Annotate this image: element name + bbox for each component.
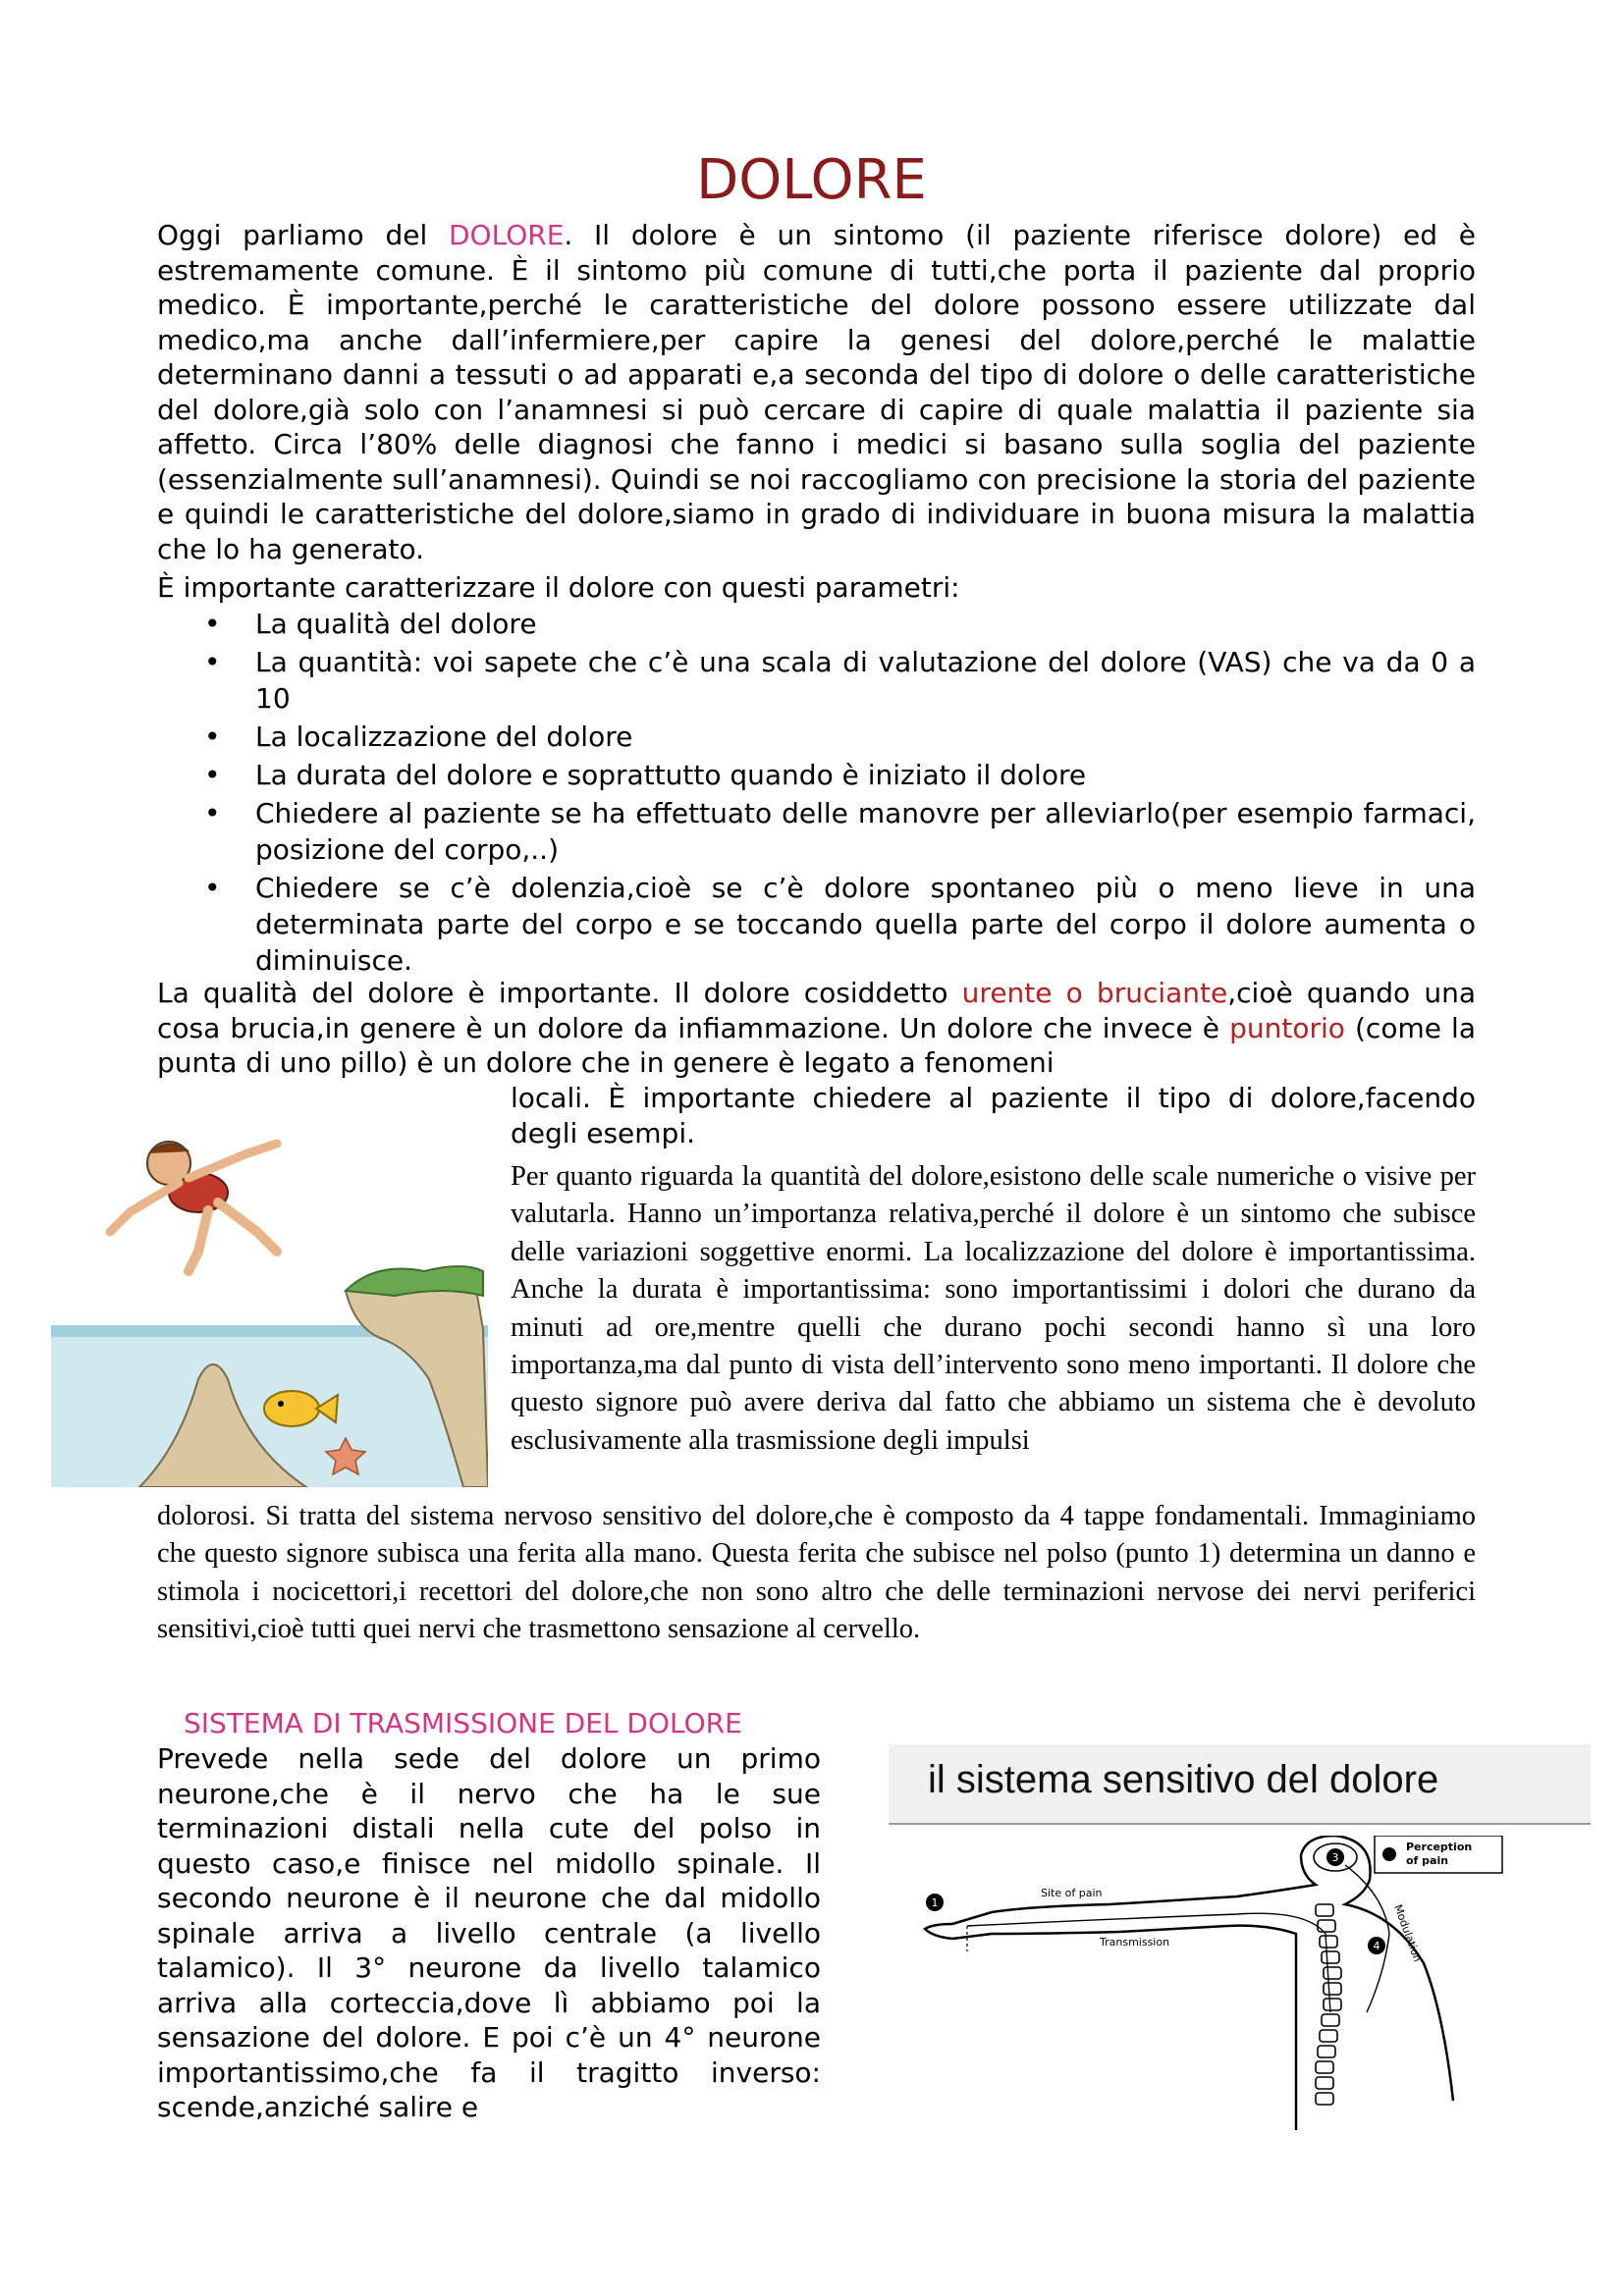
intro-keyword: DOLORE [449, 219, 565, 251]
list-item-text: La qualità del dolore [255, 608, 537, 640]
marker-4: 4 [1373, 1940, 1380, 1952]
quality-text-1: La qualità del dolore è importante. Il dolore cosiddetto [157, 977, 962, 1009]
quality-paragraph-cont: locali. È importante chiedere al paziente il tipo di dolore,facendo degli esempi. [511, 1082, 1476, 1149]
quantity-paragraph: Per quanto riguarda la quantità del dolore,esistono delle scale numeriche o visive per valutarla. Hanno un’importanza relativa,perché il dolore è un sintomo che subisce delle variazioni soggettive enormi. La localizzazione del dolore è importantissima. Anche la durata è importantissima: sono importantissimi i dolori che durano da minuti ad ore,mentre quelli che durano pochi secondi hanno sì una loro importanza,ma dal punto di vista dell’intervento sono meno importanti. Il dolore che questo signore può avere deriva dal fatto che abbiamo un sistema che è devoluto esclusivamente alla trasmissione degli impulsi [511, 1161, 1476, 1456]
pain-pathway-diagram [913, 1836, 1532, 2130]
bullet-icon: • [204, 759, 221, 791]
quality-text-3: (come la punta di uno pillo) è un dolore che in genere è legato a fenomeni [157, 1011, 1476, 1079]
diagram-title-box [889, 1744, 1591, 1825]
intro-lead: Oggi parliamo del [157, 219, 449, 251]
diver-illustration [51, 1124, 488, 1487]
quality-text-2: ,cioè quando una cosa brucia,in genere è un dolore da infiammazione. Un dolore che invece è [157, 977, 1476, 1044]
quality-paragraph [157, 976, 1476, 1081]
bullet-icon: • [204, 721, 221, 753]
list-item-text: La durata del dolore e soprattutto quando è iniziato il dolore [255, 759, 1087, 791]
quality-term-urente: urente o bruciante [961, 977, 1228, 1009]
list-item-text: Chiedere al paziente se ha effettuato delle manovre per alleviarlo(per esempio farmaci, posizione del corpo,..) [255, 797, 1476, 866]
params-list [157, 606, 1476, 981]
list-item [157, 606, 1476, 642]
marker-3: 3 [1331, 1851, 1339, 1864]
params-lead: È importante caratterizzare il dolore con questi parametri: [157, 571, 960, 604]
list-item [157, 719, 1476, 755]
page-title: DOLORE [696, 148, 927, 212]
section-title: SISTEMA DI TRASMISSIONE DEL DOLORE [184, 1707, 742, 1739]
label-of-pain: of pain [1406, 1854, 1449, 1867]
intro-rest: . Il dolore è un sintomo (il paziente riferisce dolore) ed è estremamente comune. È il sintomo più comune di tutti,che porta il paziente dal proprio medico. È importante,perché le caratteristiche del dolore possono essere utilizzate dal medico,ma anche dall’infermiere,per capire la genesi del dolore,perché le malattie determinano danni a tessuti o ad apparati e,a seconda del tipo di dolore o delle caratteristiche del dolore,già solo con l’anamnesi si può cercare di capire di quale malattia il paziente sia affetto. Circa l’80% delle diagnosi che fanno i medici si basano sulla soglia del paziente (essenzialmente sull’anamnesi). Quindi se noi raccogliamo con precisione la storia del paziente e quindi le caratteristiche del dolore,siamo in grado di individuare in buona misura la malattia che lo ha generato. [157, 219, 1476, 565]
label-modulation: Modulation [1391, 1902, 1425, 1964]
bullet-icon: • [204, 646, 221, 678]
list-item [157, 870, 1476, 979]
label-perception: Perception [1406, 1841, 1473, 1853]
list-item [157, 795, 1476, 868]
list-item-text: La localizzazione del dolore [255, 721, 633, 753]
bullet-icon: • [204, 797, 221, 829]
label-site-of-pain: Site of pain [1041, 1887, 1103, 1899]
quantity-paragraph-cont: dolorosi. Si tratta del sistema nervoso sensitivo del dolore,che è composto da 4 tappe fondamentali. Immaginiamo che questo signore subisca una ferita alla mano. Questa ferita che subisce nel polso (punto 1) determina un danno e stimola i nocicettori,i recettori del dolore,che non sono altro che delle terminazioni nervose dei nervi periferici sensitivi,cioè tutti quei nervi che trasmettono sensazione al cervello. [157, 1501, 1476, 1645]
list-item [157, 644, 1476, 717]
bullet-icon: • [204, 608, 221, 640]
intro-paragraph [157, 218, 1476, 566]
label-transmission: Transmission [1100, 1936, 1170, 1949]
marker-1: 1 [931, 1896, 939, 1909]
list-item-text: Chiedere se c’è dolenzia,cioè se c’è dolore spontaneo più o meno lieve in una determinata parte del corpo e se toccando quella parte del corpo il dolore aumenta o diminuisce. [255, 872, 1476, 977]
list-item-text: La quantità: voi sapete che c’è una scala di valutazione del dolore (VAS) che va da 0 a 10 [255, 646, 1476, 715]
section-paragraph: Prevede nella sede del dolore un primo neurone,che è il nervo che ha le sue terminazioni distali nella cute del polso in questo caso,e finisce nel midollo spinale. Il secondo neurone è il neurone che dal midollo spinale arriva a livello centrale (a livello talamico). Il 3° neurone da livello talamico arriva alla corteccia,dove lì abbiamo poi la sensazione del dolore. E poi c’è un 4° neurone importantissimo,che fa il tragitto inverso: scende,anziché salire e [157, 1742, 821, 2123]
diagram-title: il sistema sensitivo del dolore [928, 1758, 1439, 1801]
bullet-icon: • [204, 872, 221, 904]
list-item [157, 757, 1476, 793]
quality-term-puntorio: puntorio [1229, 1011, 1345, 1044]
